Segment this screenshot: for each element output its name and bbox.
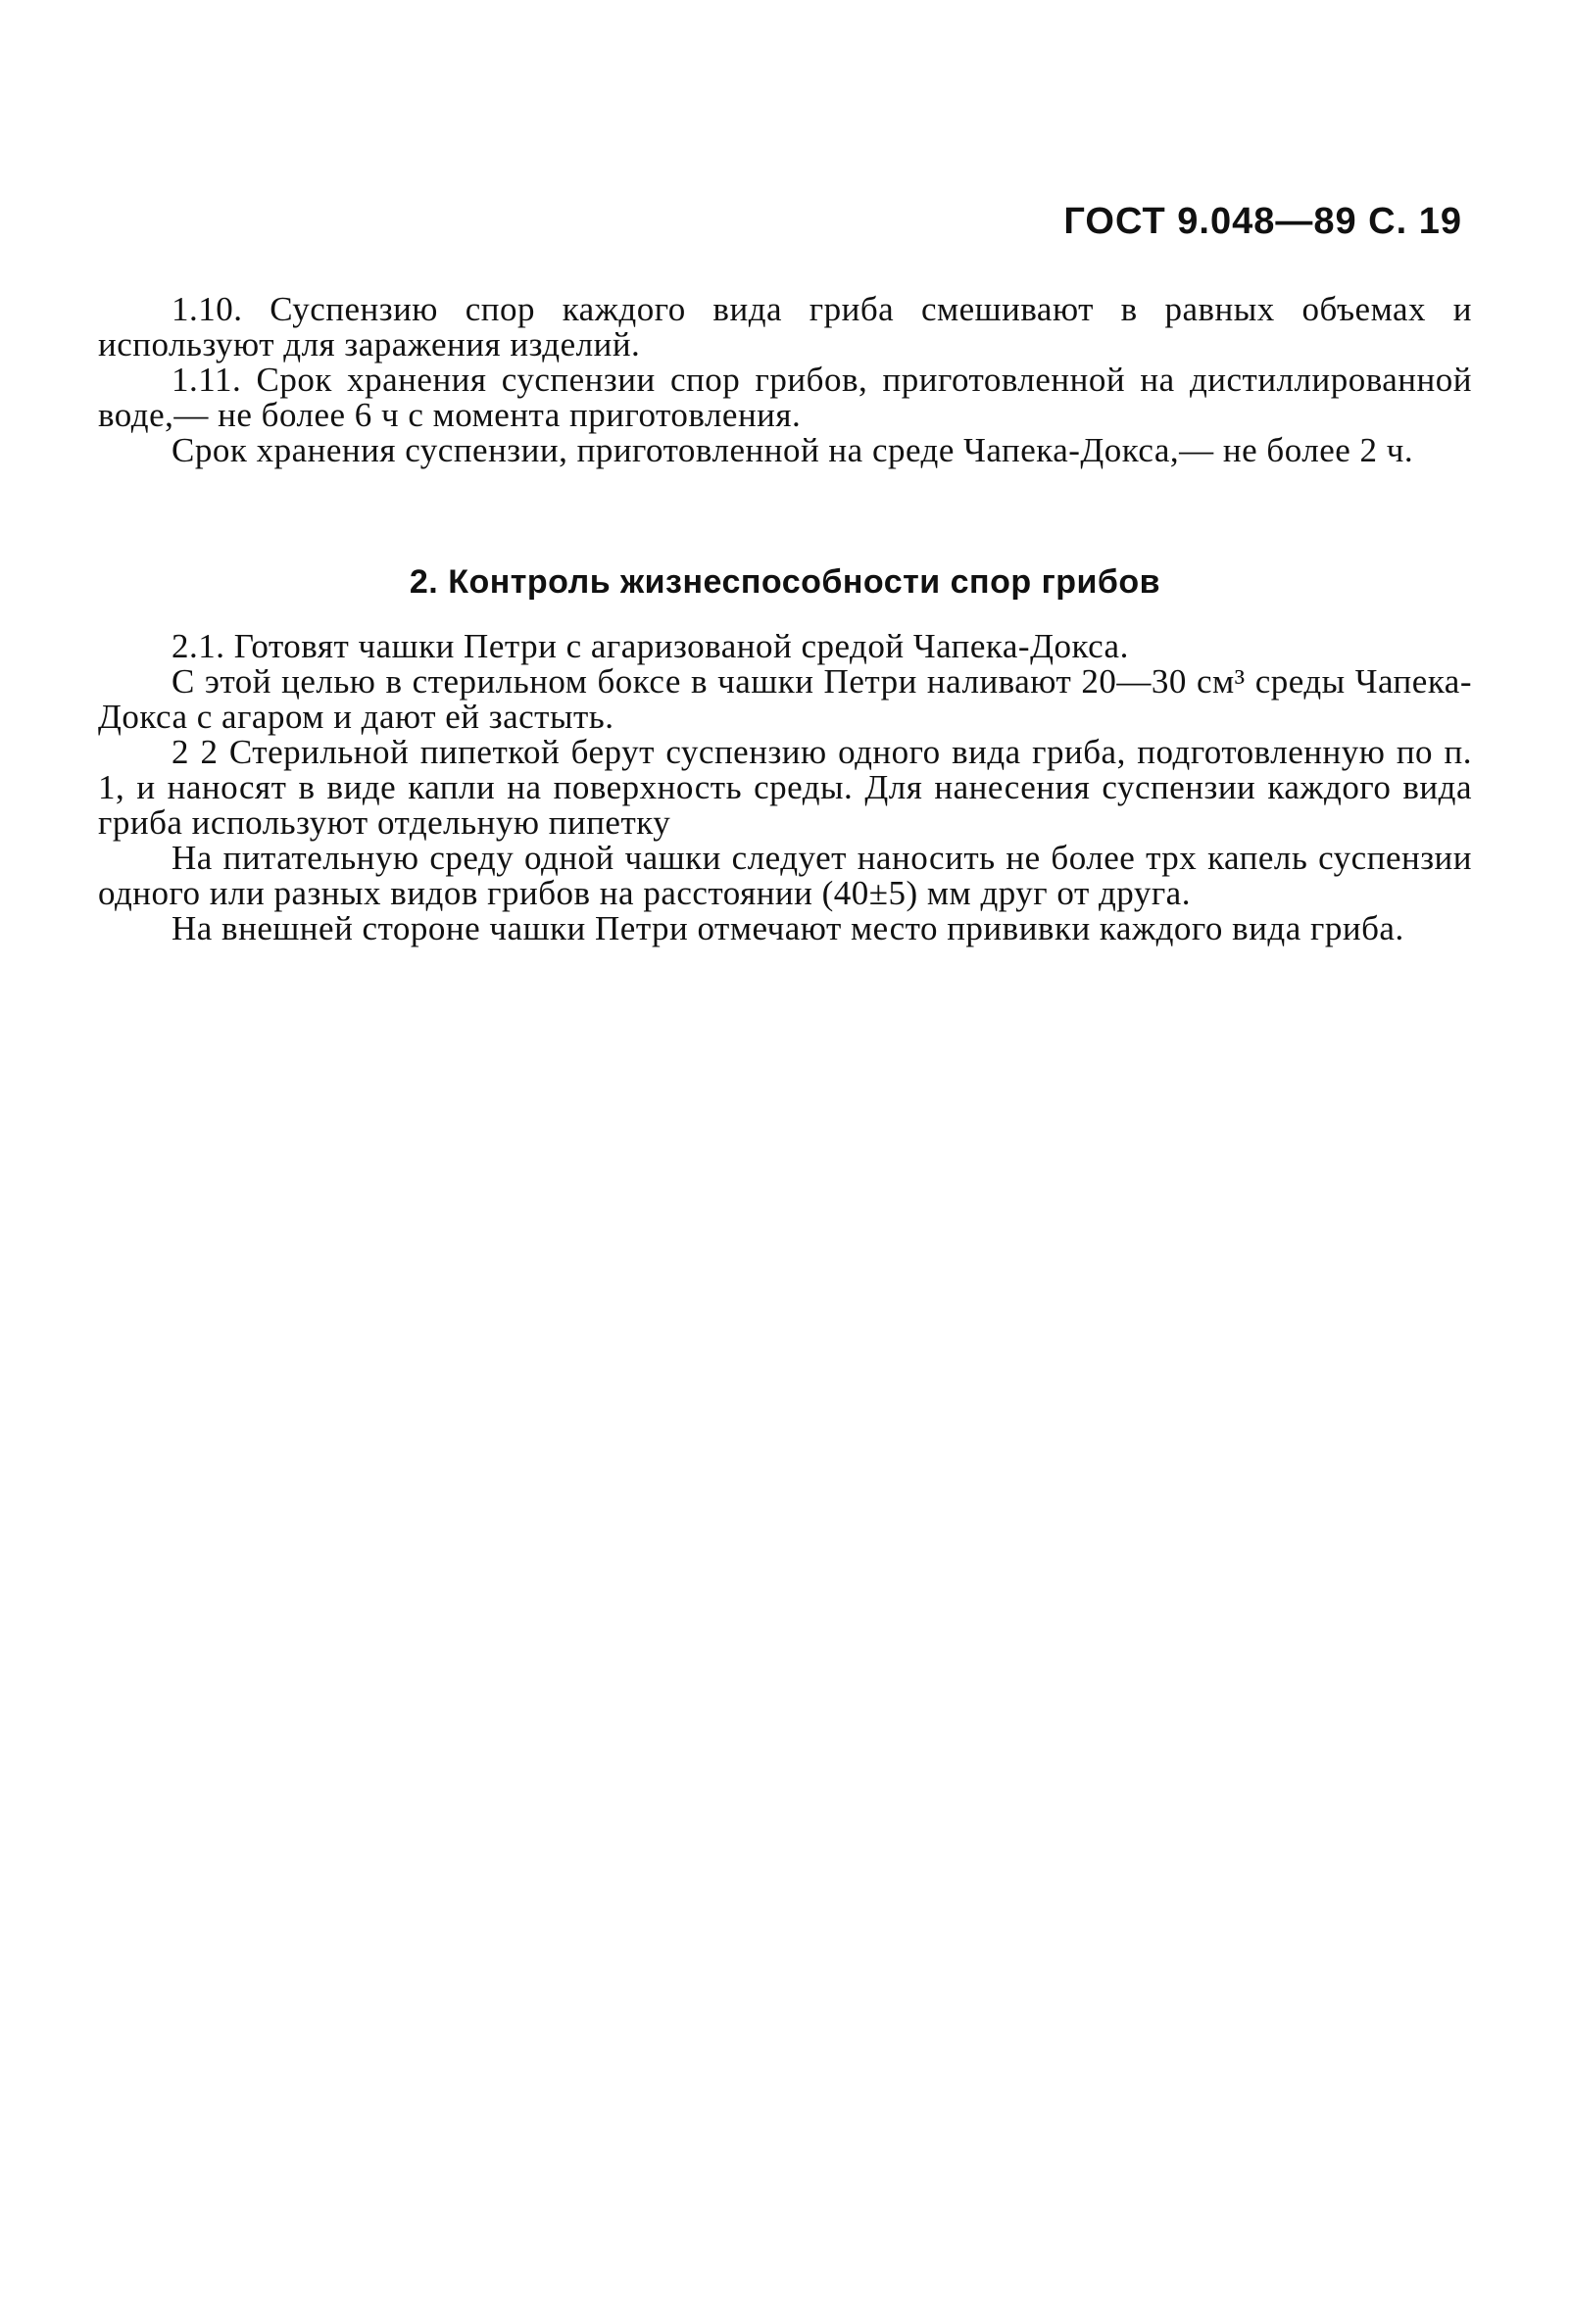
- paragraph-1-11-continued: Срок хранения суспензии, приготовленной на среде Чапека-Докса,— не более 2 ч.: [172, 431, 1414, 469]
- paragraph-2-2-continued-1: На питательную среду одной чашки следует наносить не более трх капель суспензии одного или разных видов грибов на расстоянии (40±5) мм друг от друга.: [98, 839, 1472, 912]
- paragraph-1-10: 1.10. Суспензию спор каждого вида гриба смешивают в равных объемах и используют для заражения изделий.: [98, 290, 1472, 363]
- paragraph-2-1: 2.1. Готовят чашки Петри с агаризованой средой Чапека-Докса.: [172, 627, 1129, 665]
- paragraph-2-2-continued-2: На внешней стороне чашки Петри отмечают место прививки каждого вида гриба.: [172, 909, 1404, 947]
- paragraph-2-2: 2 2 Стерильной пипеткой берут суспензию одного вида гриба, подготовленную по п. 1, и наносят в виде капли на поверхность среды. Для нанесения суспензии каждого вида гриба используют отдельную пипетку: [98, 733, 1472, 842]
- paragraph-2-1-continued: С этой целью в стерильном боксе в чашки Петри наливают 20—30 см³ среды Чапека-Докса с агаром и дают ей застыть.: [98, 662, 1472, 736]
- section-1-tail: [98, 292, 1472, 468]
- page-header: ГОСТ 9.048—89 С. 19: [1063, 201, 1462, 242]
- paragraph-1-11: 1.11. Срок хранения суспензии спор грибов, приготовленной на дистиллированной воде,— не более 6 ч с момента приготовления.: [98, 361, 1472, 434]
- section-2-body: [98, 629, 1472, 946]
- section-2-title: 2. Контроль жизнеспособности спор грибов: [409, 563, 1161, 601]
